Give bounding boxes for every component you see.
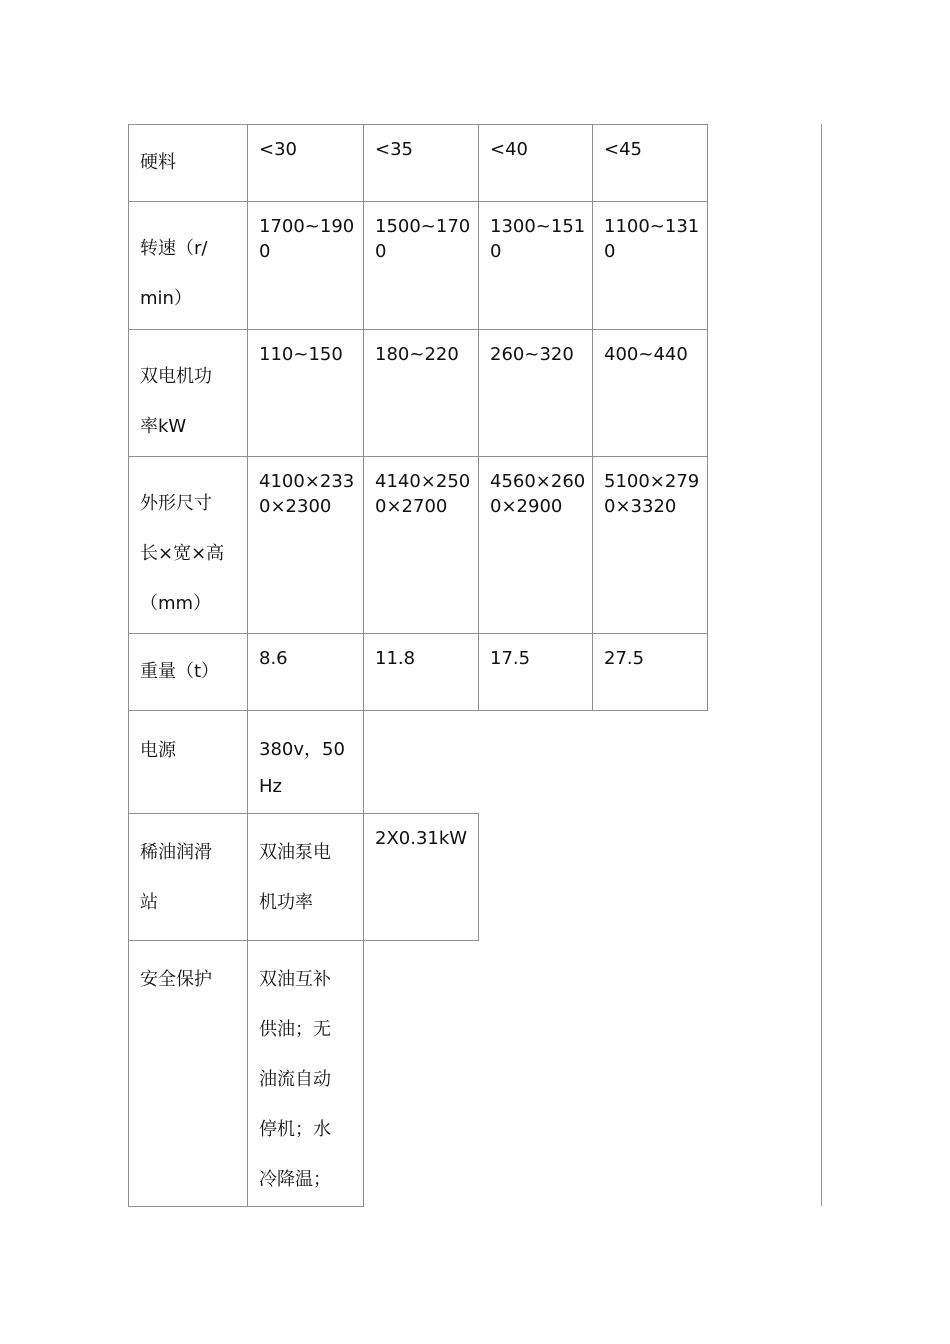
table-cell: 11.8 bbox=[363, 633, 479, 711]
table-cell: 1700~1900 bbox=[247, 201, 364, 330]
table-cell: <35 bbox=[363, 124, 479, 202]
table-cell: 400~440 bbox=[592, 329, 708, 457]
row-label-power-supply: 电源 bbox=[128, 710, 248, 814]
table-cell: 4100×2330×2300 bbox=[247, 456, 364, 634]
table-cell: <30 bbox=[247, 124, 364, 202]
table-cell: 17.5 bbox=[478, 633, 593, 711]
table-cell: <40 bbox=[478, 124, 593, 202]
table-cell: 5100×2790×3320 bbox=[592, 456, 708, 634]
table-cell: 2X0.31kW bbox=[363, 813, 479, 941]
table-cell: 110~150 bbox=[247, 329, 364, 457]
table-cell: 1300~1510 bbox=[478, 201, 593, 330]
row-label-lubrication-station: 稀油润滑 站 bbox=[128, 813, 248, 941]
table-cell: 1500~1700 bbox=[363, 201, 479, 330]
table-cell: 27.5 bbox=[592, 633, 708, 711]
row-label-weight: 重量（t） bbox=[128, 633, 248, 711]
table-cell: 180~220 bbox=[363, 329, 479, 457]
table-cell: 双油泵电 机功率 bbox=[247, 813, 364, 941]
table-cell: 8.6 bbox=[247, 633, 364, 711]
table-cell: 1100~1310 bbox=[592, 201, 708, 330]
row-label-motor-power: 双电机功 率kW bbox=[128, 329, 248, 457]
table-cell: <45 bbox=[592, 124, 708, 202]
table-cell: 380v，50Hz bbox=[247, 710, 364, 814]
row-label-hardness: 硬料 bbox=[128, 124, 248, 202]
table-cell: 4560×2600×2900 bbox=[478, 456, 593, 634]
table-cell: 260~320 bbox=[478, 329, 593, 457]
row-label-dimensions: 外形尺寸 长×宽×高 （mm） bbox=[128, 456, 248, 634]
table-cell: 双油互补 供油；无 油流自动 停机；水 冷降温； bbox=[247, 940, 364, 1207]
table-cell: 4140×2500×2700 bbox=[363, 456, 479, 634]
page-right-border bbox=[821, 124, 822, 1206]
row-label-safety-protection: 安全保护 bbox=[128, 940, 248, 1207]
row-label-speed: 转速（r/ min） bbox=[128, 201, 248, 330]
